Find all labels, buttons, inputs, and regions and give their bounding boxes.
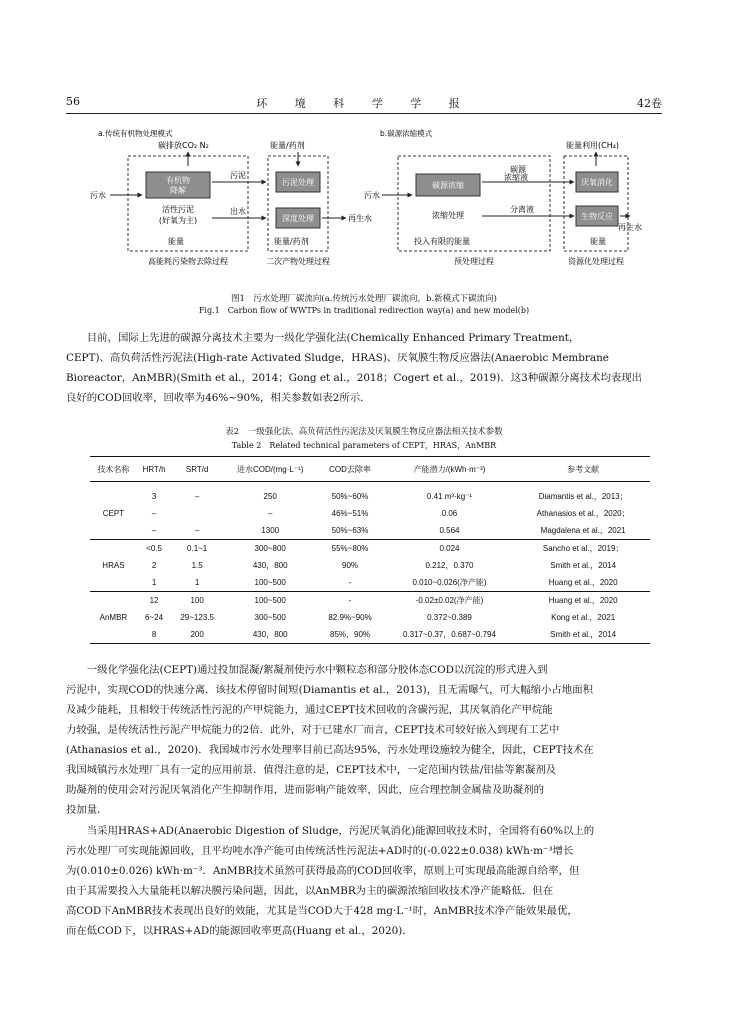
- table-cell: 2: [151, 561, 157, 570]
- panel-a-title: a.传统有机物处理模式: [98, 129, 173, 138]
- b-energy-label: 能量: [590, 237, 606, 246]
- header-cod: 进水COD/(mg·L⁻¹): [223, 457, 317, 482]
- table-caption-en: Table 2 Related technical parameters of CEPT，HRAS，AnMBR: [231, 441, 497, 450]
- table-cell: CEPT: [102, 509, 125, 518]
- header-energy: 产能潜力/(kWh·m⁻³): [383, 457, 517, 482]
- table-cell: 100~500: [254, 578, 286, 587]
- table-row: [90, 505, 650, 522]
- text-line: Bioreactor，AnMBR)(Smith et al.，2014；Gong et al.，2018；Cogert et al.，2019)．这3种碳源分离技术均表现出: [66, 372, 643, 384]
- table-cell: 1300: [261, 526, 280, 535]
- table-row: [90, 540, 650, 558]
- header-hrt: HRT/h: [137, 457, 171, 482]
- a-sludge-label: 活性污泥: [162, 205, 194, 214]
- a-effluent-label: 出水: [230, 207, 246, 216]
- table-cell: 430，800: [223, 626, 317, 644]
- text-line: 为(0.010±0.026) kWh·m⁻³．AnMBR技术虽然可获得最高的COD回收率，原则上可实现最高能源自给率，但: [66, 865, 580, 877]
- text-line: 高COD下AnMBR技术表现出良好的效能，尤其是当COD大于428 mg·L⁻¹时，AnMBR技术净产能效果最优，: [66, 905, 578, 917]
- a-stage2-label: 二次产物处理过程: [266, 257, 330, 266]
- table-cell: 3: [151, 492, 157, 501]
- table-cell: 50%~60%: [331, 492, 369, 501]
- parameters-table: [90, 456, 650, 644]
- b-reclaimed-label: 再生水: [618, 223, 642, 232]
- table-cell: 82.9%~90%: [328, 613, 372, 622]
- b-stage2-label: 资源化处理过程: [568, 257, 624, 266]
- table-cell: Magdalena et al.，2021: [540, 526, 626, 535]
- figure-carbon-flow: [90, 126, 650, 286]
- text-line: 我国城镇污水处理厂具有一定的应用前景．值得注意的是，CEPT技术中，一定范围内铁盐/铝盐等絮凝剂及: [66, 764, 557, 776]
- a-reclaimed-label: 再生水: [348, 214, 372, 223]
- figure-caption-cn: 图1 污水处理厂碳流向(a.传统污水处理厂碳流向，b.新模式下碳流向): [231, 294, 497, 304]
- table-cell: –: [194, 526, 200, 535]
- table-cell: 29~123.5: [180, 613, 214, 622]
- table-cell: 6~24: [145, 613, 164, 622]
- table-caption-cn: 表2 一级强化法、高负荷活性污泥法及厌氧膜生物反应器法相关技术参数: [225, 427, 503, 437]
- text-line: 一级化学强化法(CEPT)通过投加混凝/絮凝剂使污水中颗粒态和部分胶体态COD以沉淀的形式进入到: [86, 664, 548, 676]
- a-sludge-flow-label: 污泥: [230, 171, 246, 180]
- text-line: 力较强，是传统活性污泥产甲烷能力的2倍．此外，对于已建水厂而言，CEPT技术可较好嵌入到现有工艺中: [66, 724, 560, 736]
- table-cell: 300~800: [223, 540, 317, 558]
- table-cell: 0.317~0.37，0.687~0.794: [383, 626, 517, 644]
- table-cell: [171, 505, 223, 522]
- table-cell: Huang et al.，2020: [548, 578, 618, 587]
- header-rule: [66, 113, 662, 114]
- table-cell: 8: [137, 626, 171, 644]
- text-line: 由于其需要投入大量能耗以解决膜污染问题，因此，以AnMBR为主的碳源浓缩回收技术净产能略低．但在: [66, 885, 554, 897]
- b-process-label: 浓缩处理: [432, 211, 464, 220]
- table-cell: 50%~63%: [331, 526, 369, 535]
- b-influent-label: 污水: [364, 191, 380, 200]
- header-removal: COD去除率: [317, 457, 382, 482]
- table-cell: [90, 488, 137, 505]
- table-cell: 12: [137, 592, 171, 610]
- table-cell: 1: [194, 578, 200, 587]
- table-cell: 90%: [342, 561, 359, 570]
- text-line: 及减少能耗，且相较于传统活性污泥的产甲烷能力，通过CEPT技术回收的含碳污泥，其厌氧消化产甲烷能: [66, 704, 553, 716]
- table-cell: –: [151, 526, 157, 535]
- table-cell: Smith et al.，2014: [550, 561, 617, 570]
- text-line: CEPT)、高负荷活性污泥法(High-rate Activated Sludge，HRAS)、厌氧膜生物反应器法(Anaerobic Membrane: [66, 352, 609, 364]
- journal-title: 环 境 科 学 学 报: [256, 97, 472, 110]
- b-concentrate-label: 碳源浓缩: [432, 181, 464, 190]
- table-row: [90, 522, 650, 540]
- table-row: [90, 592, 650, 610]
- a-energy-top-label: 能量/药剂: [270, 141, 305, 150]
- table-cell: 0.564: [439, 526, 460, 535]
- table-cell: Smith et al.，2014: [516, 626, 650, 644]
- a-organic-label: 有机物: [166, 176, 190, 185]
- page-number: 56: [66, 95, 80, 108]
- table-row: [90, 557, 650, 574]
- volume-label: 42卷: [637, 97, 662, 110]
- table-row: [90, 488, 650, 505]
- header-tech: 技术名称: [90, 457, 137, 482]
- table-cell: 85%，90%: [317, 626, 382, 644]
- table-cell: -: [348, 578, 352, 587]
- table-cell: Kong et al.，2021: [551, 613, 616, 622]
- table-cell: 0.010~0.026(净产能): [412, 578, 487, 587]
- table-cell: [90, 540, 137, 558]
- table-cell: 0.372~0.389: [427, 613, 472, 622]
- table-cell: 0.024: [383, 540, 517, 558]
- header-refs: 参考文献: [516, 457, 650, 482]
- text-line: 当采用HRAS+AD(Anaerobic Digestion of Sludge，污泥厌氧消化)能源回收技术时，全国将有60%以上的: [86, 825, 595, 837]
- figure-diagram: [90, 126, 650, 286]
- table-cell: 100: [171, 592, 223, 610]
- table-row: [90, 609, 650, 626]
- table-cell: 100~500: [223, 592, 317, 610]
- b-bio-label: 生物反应: [581, 212, 613, 221]
- table-cell: [90, 592, 137, 610]
- table-cell: 300~500: [254, 613, 286, 622]
- table-cell: –: [151, 509, 157, 518]
- text-line: 良好的COD回收率，回收率为46%~90%，相关参数如表2所示．: [66, 392, 371, 404]
- table-cell: <0.5: [137, 540, 171, 558]
- running-header: [66, 95, 662, 111]
- table-cell: AnMBR: [99, 613, 128, 622]
- table-cell: 0.41 m³·kg⁻¹: [426, 492, 473, 501]
- figure-caption-en: Fig.1 Carbon flow of WWTPs in traditional redirection way(a) and new model(b): [198, 306, 530, 315]
- table-cell: 46%~51%: [331, 509, 369, 518]
- text-line: 污水处理厂可实现能源回收，且平均吨水净产能可由传统活性污泥法+AD时的(-0.022±0.038) kWh·m⁻³增长: [66, 845, 574, 857]
- text-line: 而在低COD下，以HRAS+AD的能源回收率更高(Huang et al.，2020)．: [66, 925, 413, 937]
- paragraph-2: [66, 660, 662, 820]
- b-carbon-label: 碳源: [510, 165, 526, 174]
- table-cell: –: [267, 509, 273, 518]
- b-stage1-label: 预处理过程: [454, 257, 494, 266]
- text-line: 投加量．: [66, 804, 108, 816]
- table-cell: Sancho et al.，2019；: [516, 540, 650, 558]
- table-cell: 1.5: [191, 561, 203, 570]
- a-sludge-label-2: (好氧为主): [158, 216, 198, 225]
- text-line: 目前，国际上先进的碳源分离技术主要为一级化学强化法(Chemically Enhanced Primary Treatment，: [86, 332, 580, 344]
- table-cell: Diamantis et al.，2013；: [538, 492, 628, 501]
- table-cell: -0.02±0.02(净产能): [383, 592, 517, 610]
- table-cell: 250: [263, 492, 277, 501]
- a-stage1-label: 高能耗污染物去除过程: [148, 257, 228, 266]
- text-line: (Athanasios et al.，2020)．我国城市污水处理率目前已高达95%，污水处理设施较为健全，因此，CEPT技术在: [66, 744, 594, 756]
- table-cell: 0.06: [441, 509, 458, 518]
- table-row: [90, 574, 650, 592]
- a-water-treat-label: 深度处理: [282, 214, 314, 223]
- table-header-row: [90, 457, 650, 482]
- panel-b-title: b.碳源浓缩模式: [380, 129, 433, 138]
- text-line: 助凝剂的使用会对污泥厌氧消化产生抑制作用，进而影响产能效率，因此，应合理控制金属盐及助凝剂的: [66, 784, 544, 796]
- b-ad-label: 厌氧消化: [581, 178, 613, 187]
- table-cell: Athanasios et al.，2020；: [536, 509, 630, 518]
- table-cell: [90, 626, 137, 644]
- table-cell: 55%~80%: [317, 540, 382, 558]
- b-biogas-label: 能量利用(CH₄): [566, 141, 620, 150]
- table-cell: 0.1~1: [171, 540, 223, 558]
- table-cell: -: [317, 592, 382, 610]
- table-cell: 430，800: [252, 561, 288, 570]
- a-sludge-treat-label: 污泥处理: [282, 178, 314, 187]
- b-sep-label: 分离液: [510, 205, 534, 214]
- table-cell: HRAS: [102, 561, 125, 570]
- table-row: [90, 626, 650, 644]
- a-emission-label: 碳排放CO₂ N₂: [158, 141, 209, 150]
- table-cell: [90, 522, 137, 540]
- table-cell: 1: [151, 578, 157, 587]
- paragraph-3: [66, 821, 662, 941]
- a-influent-label: 污水: [90, 191, 106, 200]
- table-cell: [90, 574, 137, 592]
- b-carbon-label-2: 浓缩液: [504, 173, 528, 182]
- paragraph-1: [66, 328, 662, 408]
- table-cell: 0.212，0.370: [425, 561, 474, 570]
- table-cell: Huang et al.，2020: [516, 592, 650, 610]
- table-cell: 200: [171, 626, 223, 644]
- b-input-label: 投入有限的能量: [414, 237, 470, 246]
- a-energy-label: 能量: [168, 237, 184, 246]
- text-line: 污泥中，实现COD的快速分离．该技术停留时间短(Diamantis et al.，2013)，且无需曝气，可大幅缩小占地面积: [66, 684, 593, 696]
- header-srt: SRT/d: [171, 457, 223, 482]
- a-energy-bottom-label: 能量/药剂: [274, 237, 309, 246]
- table-cell: –: [194, 492, 200, 501]
- a-organic-label-2: 降解: [170, 186, 186, 195]
